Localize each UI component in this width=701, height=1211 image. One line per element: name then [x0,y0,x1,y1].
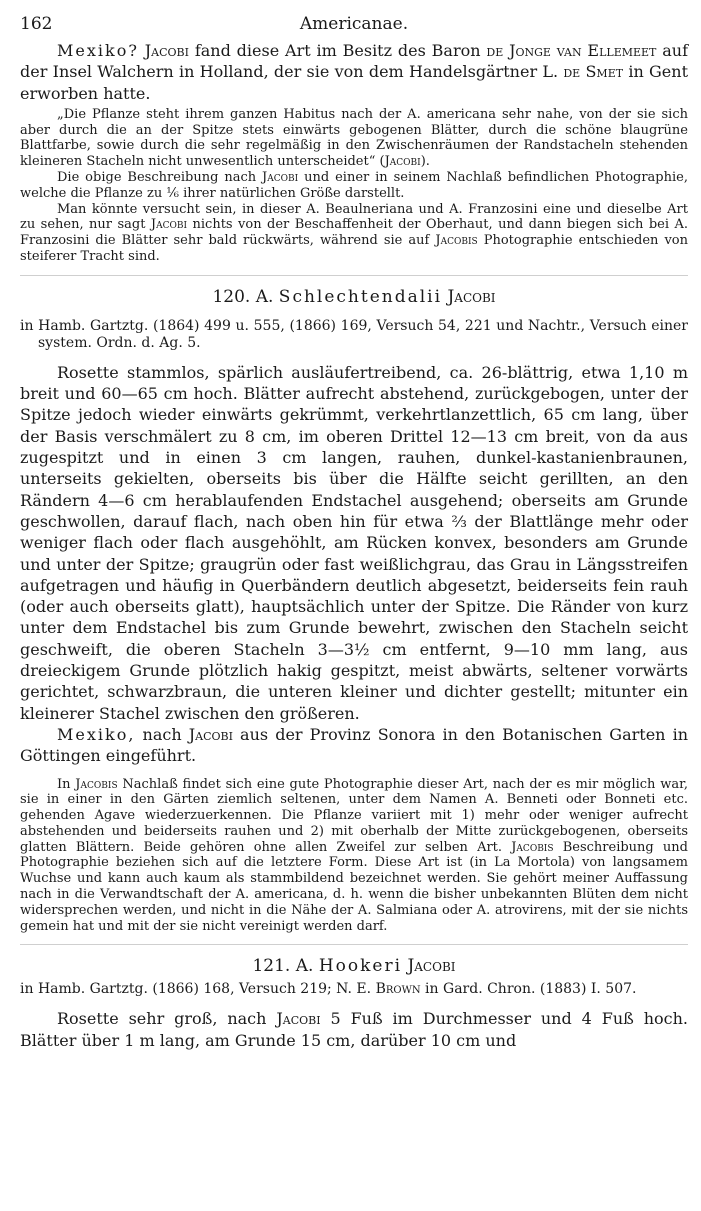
author-name: Jacobis [75,776,118,792]
locality-mexiko: Mexiko? [57,41,139,60]
species-description: Rosette stammlos, spärlich ausläufertreibend, ca. 26-blättrig, etwa 1,10 m breit und 60—65 cm hoch. Blätter aufrecht abstehend, zurückgebogen, unter der Spitze jedoch wieder einwärts gekrümmt, verkehrtlanzettlich, 65 cm lang, über der Basis verschmälert zu 8 cm, im oberen Drittel 12—13 cm breit, von da aus zugespitzt und in einen 3 cm langen, rauhen, dunkel-kastanienbraunen, unterseits gekielten, oberseits bis über die Hälfte seicht gerillten, an den Rändern 4—6 cm herablaufenden Endstachel ausgehend; oberseits am Grunde geschwollen, darauf flach, nach oben hin für etwa ⅔ der Blattlänge mehr oder weniger flach oder flach ausgehöhlt, am Rücken konvex, besonders am Grunde und unter der Spitze; graugrün oder fast weißlichgrau, das Grau in Längsstreifen aufgetragen und häufig in Querbändern deutlich abgesetzt, beiderseits fein rauh (oder auch oberseits glatt), hauptsächlich unter der Spitze. Die Ränder von kurz unter dem Endstachel bis zum Grunde bewehrt, zwischen den Stacheln seicht geschweift, die oberen Stacheln 3—3½ cm entfernt, 9—10 mm lang, aus dreieckigem Grunde plötzlich hakig gespitzt, meist abwärts, seltener vorwärts gerichtet, schwarzbraun, die unteren kleiner und dichter gestellt; mitunter ein kleinerer Stachel zwischen den größeren. [20,362,688,723]
page-number: 162 [20,14,53,34]
author-name: Jacobi [188,724,233,744]
author-name: Jacobi [276,1009,321,1029]
author-name: Jacobi [262,170,299,186]
species-description: Rosette sehr groß, nach Jacobi 5 Fuß im Durchmesser und 4 Fuß hoch. Blätter über 1 m lang, am Grunde 15 cm, darüber 10 cm und [20,1009,688,1050]
author-name: Jacobi [150,217,188,233]
author-name: Jacobis [435,233,478,249]
species-name: Hookeri [318,956,403,977]
page [20,14,688,1051]
intro-paragraph: Mexiko? Jacobi fand diese Art im Besitz des Baron de Jonge van Ellemeet auf der Insel Walchern in Holland, der sie von dem Handelsgärtner L. de Smet in Gent erworben hatte. [20,41,689,103]
citation: in Hamb. Gartztg. (1864) 499 u. 555, (1866) 169, Versuch 54, 221 und Nachtr., Versuch einer system. Ordn. d. Ag. 5. [20,317,688,351]
author-name: Jacobi [144,41,189,60]
species-name: Schlechtendalii [278,286,443,307]
section-divider [20,944,688,945]
quote-paragraph: „Die Pflanze steht ihrem ganzen Habitus nach der A. americana sehr nahe, von der sie sich aber durch die an der Spitze stets einwärts gebogenen Blätter, durch die schöne blaugrüne Blattfarbe, sowie durch die sehr regelmäßig in den Zwischenräumen der Randstacheln stehenden kleineren Stacheln nicht unwesentlich unterscheidet“ (Jacobi). [20,106,688,170]
author-name: Jacobi [384,154,421,170]
section-divider [20,275,688,276]
person-name: de Jonge van Ellemeet [486,41,657,60]
page-header [20,14,688,40]
locality-paragraph: Mexiko, nach Jacobi aus der Provinz Sonora in den Botanischen Garten in Göttingen eingeführt. [20,724,688,766]
species-heading: 121. A. Hookeri Jacobi [252,956,456,977]
author-name: Jacobi [447,286,496,307]
note-paragraph: Die obige Beschreibung nach Jacobi und einer in seinem Nachlaß befindlichen Photographie, welche die Pflanze zu ⅙ ihrer natürlichen Größe darstellt. [20,170,688,201]
species-heading: 120. A. Schlechtendalii Jacobi [212,286,496,307]
author-name: Jacobis [511,839,554,855]
citation: in Hamb. Gartztg. (1866) 168, Versuch 219; N. E. Brown in Gard. Chron. (1883) I. 507. [20,981,637,998]
person-name: de Smet [563,62,624,82]
note-paragraph: In Jacobis Nachlaß findet sich eine gute Photographie dieser Art, nach der es mir möglich war, sie in einer in den Gärten ziemlich seltenen, unter dem Namen A. Benneti oder Bonneti etc. gehenden Agave wiederzuerkennen. Die Pflanze variiert mit 1) mehr oder weniger aufrecht abstehenden und beiderseits rauhen und 2) mit oberhalb der Mitte zurückgebogenen, oberseits glatten Blättern. Beide gehören ohne allen Zweifel zur selben Art. Jacobis Beschreibung und Photographie beziehen sich auf die letztere Form. Diese Art ist (in La Mortola) von langsamem Wuchse und kann auch kaum als stammbildend bezeichnet werden. Sie gehört meiner Auffassung nach in die Verwandtschaft der A. americana, d. h. wenn die bisher unbekannten Blüten dem nicht widersprechen werden, und nicht in die Nähe der A. Salmiana oder A. atrovirens, mit der sie nichts gemein hat und mit der sie nicht vereinigt werden darf. [20,776,689,934]
locality-mexiko: Mexiko, [57,724,136,744]
note-paragraph: Man könnte versucht sein, in dieser A. Beaulneriana und A. Franzosini eine und dieselbe Art zu sehen, nur sagt Jacobi nichts von der Beschaffenheit der Oberhaut, und dann biegen sich bei A. Franzosini die Blätter sehr bald rückwärts, während sie auf Jacobis Photographie entschieden von steiferer Tracht sind. [20,201,688,265]
running-title: Americanae. [299,14,409,34]
author-name: Jacobi [407,956,456,977]
author-name: Brown [375,981,421,998]
